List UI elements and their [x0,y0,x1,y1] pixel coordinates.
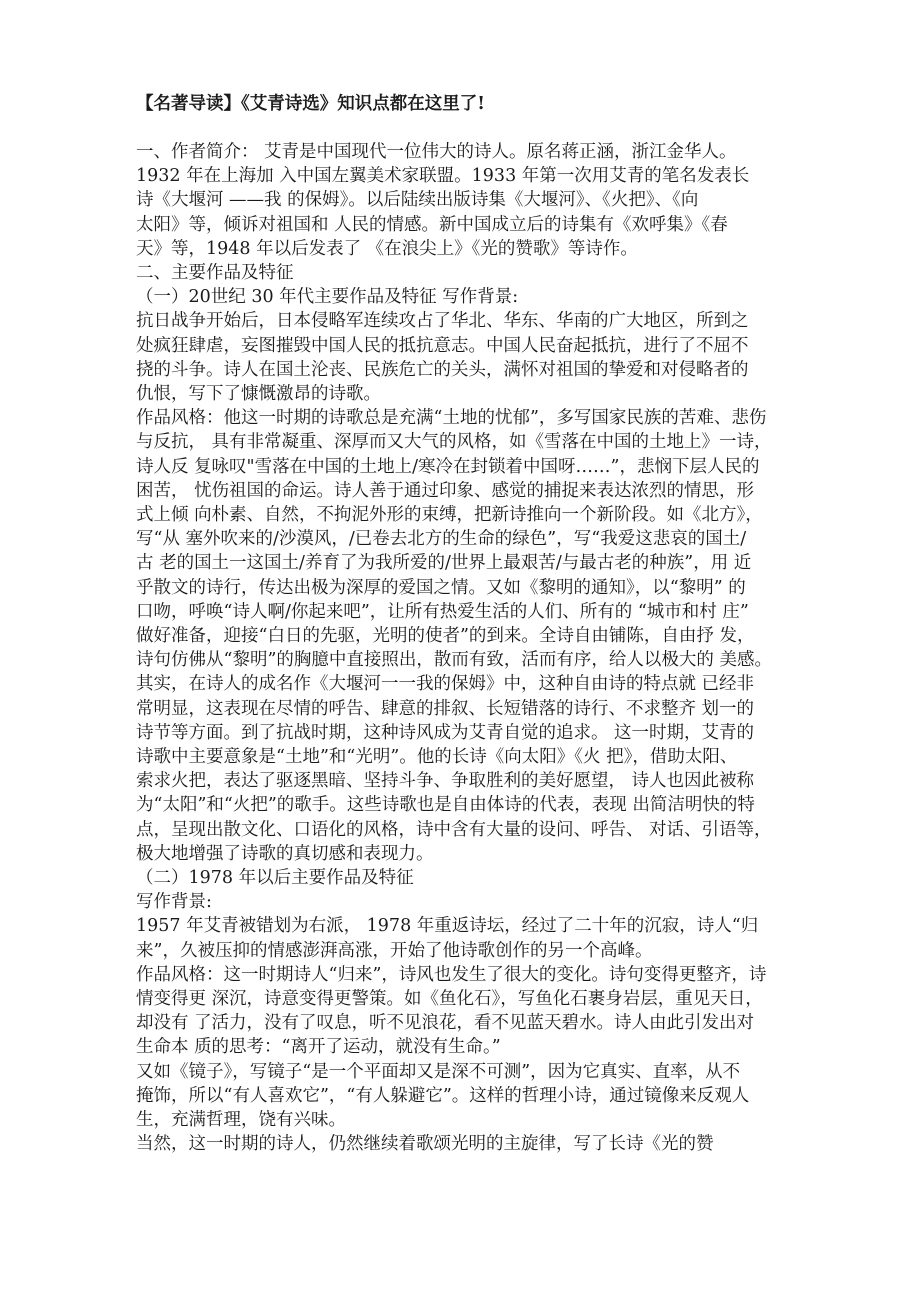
paragraph-line: 来”，久被压抑的情感澎湃高涨，开始了他诗歌创作的另一个高峰。 [136,940,653,961]
paragraph-line: 生命本 质的思考：“离开了运动，就没有生命。” [136,1037,501,1058]
paragraph-line: 天》等，1948 年以后发表了 《在浪尖上》《光的赞歌》等诗作。 [136,238,638,259]
paragraph-line: 生，充满哲理，饶有兴味。 [136,1110,346,1130]
paragraph-line: （一）20世纪 30 年代主要作品及特征 写作背景: [136,287,519,308]
paragraph-line: 与反抗， 具有非常凝重、深厚而又大气的风格，如《雪落在中国的土地上》一诗， [136,432,772,453]
paragraph-line: （二）1978 年以后主要作品及特征 [136,868,414,888]
paragraph-line: 却没有 了活力，没有了叹息，听不见浪花，看不见蓝天碧水。诗人由此引发出对 [136,1013,755,1034]
paragraph-line: 写“从 塞外吹来的/沙漠风，/已卷去北方的生命的绿色”，写“我爱这悲哀的国土/ [136,529,747,550]
paragraph-line: 作品风格：他这一时期的诗歌总是充满“土地的忧郁”，多写国家民族的苦难、悲伤 [136,408,767,429]
paragraph-line: 乎散文的诗行，传达出极为深厚的爱国之情。又如《黎明的通知》，以“黎明” 的 [136,577,746,598]
paragraph-line: 诗节等方面。到了抗战时期，这种诗风成为艾青自觉的追求。 这一时期，艾青的 [136,722,755,743]
paragraph-line: 索求火把，表达了驱逐黑暗、坚持斗争、争取胜利的美好愿望， 诗人也因此被称 [136,771,755,792]
paragraph-line: 1957 年艾青被错划为右派， 1978 年重返诗坛，经过了二十年的沉寂，诗人“归 [136,916,759,937]
document-title: 【名著导读】《艾青诗选》知识点都在这里了! [136,94,485,114]
paragraph-line: 抗日战争开始后，日本侵略军连续攻占了华北、华东、华南的广大地区，所到之 [136,311,749,332]
paragraph-line: 1932 年在上海加 入中国左翼美术家联盟。1933 年第一次用艾青的笔名发表长 [136,166,750,187]
paragraph-line: 太阳》等，倾诉对祖国和 人民的情感。新中国成立后的诗集有《欢呼集》《春 [136,214,728,235]
paragraph-line: 诗句仿佛从“黎明”的胸臆中直接照出，散而有致，活而有序，给人以极大的 美感。 [136,650,772,671]
paragraph-line: 写作背景: [136,892,212,913]
paragraph-line: 一、作者简介： 艾青是中国现代一位伟大的诗人。原名蒋正涵，浙江金华人。 [136,142,737,162]
paragraph-line: 常明显，这表现在尽情的呼告、肆意的排叙、长短错落的诗行、不求整齐 划一的 [136,698,755,719]
paragraph-line: 作品风格：这一时期诗人“归来”，诗风也发生了很大的变化。诗句变得更整齐，诗 [136,964,767,985]
paragraph-line: 极大地增强了诗歌的真切感和表现力。 [136,843,434,864]
paragraph-line: 情变得更 深沉，诗意变得更警策。如《鱼化石》，写鱼化石裹身岩层，重见天日， [136,989,763,1009]
paragraph-line: 诗人反 复咏叹"雪落在中国的土地上/寒冷在封锁着中国呀……”，悲悯下层人民的 [136,456,760,477]
paragraph-line: 处疯狂肆虐，妄图摧毁中国人民的抵抗意志。中国人民奋起抵抗，进行了不屈不 [136,335,749,356]
paragraph-line: 为“太阳”和“火把”的歌手。这些诗歌也是自由体诗的代表，表现 出简洁明快的特 [136,795,755,816]
paragraph-line: 当然，这一时期的诗人，仍然继续着歌颂光明的主旋律，写了长诗《光的赞 [136,1134,714,1155]
paragraph-line: 困苦， 忧伤祖国的命运。诗人善于通过印象、感觉的捕捉来表达浓烈的情思，形 [136,480,755,501]
paragraph-line: 其实，在诗人的成名作《大堰河一一我的保姆》中，这种自由诗的特点就 已经非 [136,674,755,695]
paragraph-line: 仇恨，写下了慷慨激昂的诗歌。 [136,384,381,404]
paragraph-line: 掩饰，所以“有人喜欢它”，“有人躲避它”。这样的哲理小诗，通过镜像来反观人 [136,1085,750,1106]
paragraph-line: 诗歌中主要意象是“土地”和“光明”。他的长诗《向太阳》《火 把》，借助太阳、 [136,747,738,767]
paragraph-line: 做好准备，迎接“白日的先驱，光明的使者”的到来。全诗自由铺陈，自由抒 发， [136,626,755,646]
paragraph-line: 点，呈现出散文化、口语化的风格，诗中含有大量的设问、呼告、 对话、引语等， [136,819,772,840]
paragraph-line: 古 老的国土一这国土/养育了为我所爱的/世界上最艰苦/与最古老的种族”，用 近 [136,553,752,574]
paragraph-line: 又如《镜子》，写镜子“是一个平面却又是深不可测”，因为它真实、直率，从不 [136,1061,741,1082]
paragraph-line: 口吻，呼唤“诗人啊/你起来吧”，让所有热爱生活的人们、所有的 “城市和村 庄” [136,601,749,622]
paragraph-line: 挠的斗争。诗人在国土沦丧、民族危亡的关头，满怀对祖国的挚爱和对侵略者的 [136,359,749,380]
paragraph-line: 式上倾 向朴素、自然，不拘泥外形的束缚，把新诗推向一个新阶段。如《北方》， [136,505,763,525]
paragraph-line: 诗《大堰河 ——我 的保姆》。以后陆续出版诗集《大堰河》、《火把》、《向 [136,190,699,211]
paragraph-line: 二、主要作品及特征 [136,263,294,283]
